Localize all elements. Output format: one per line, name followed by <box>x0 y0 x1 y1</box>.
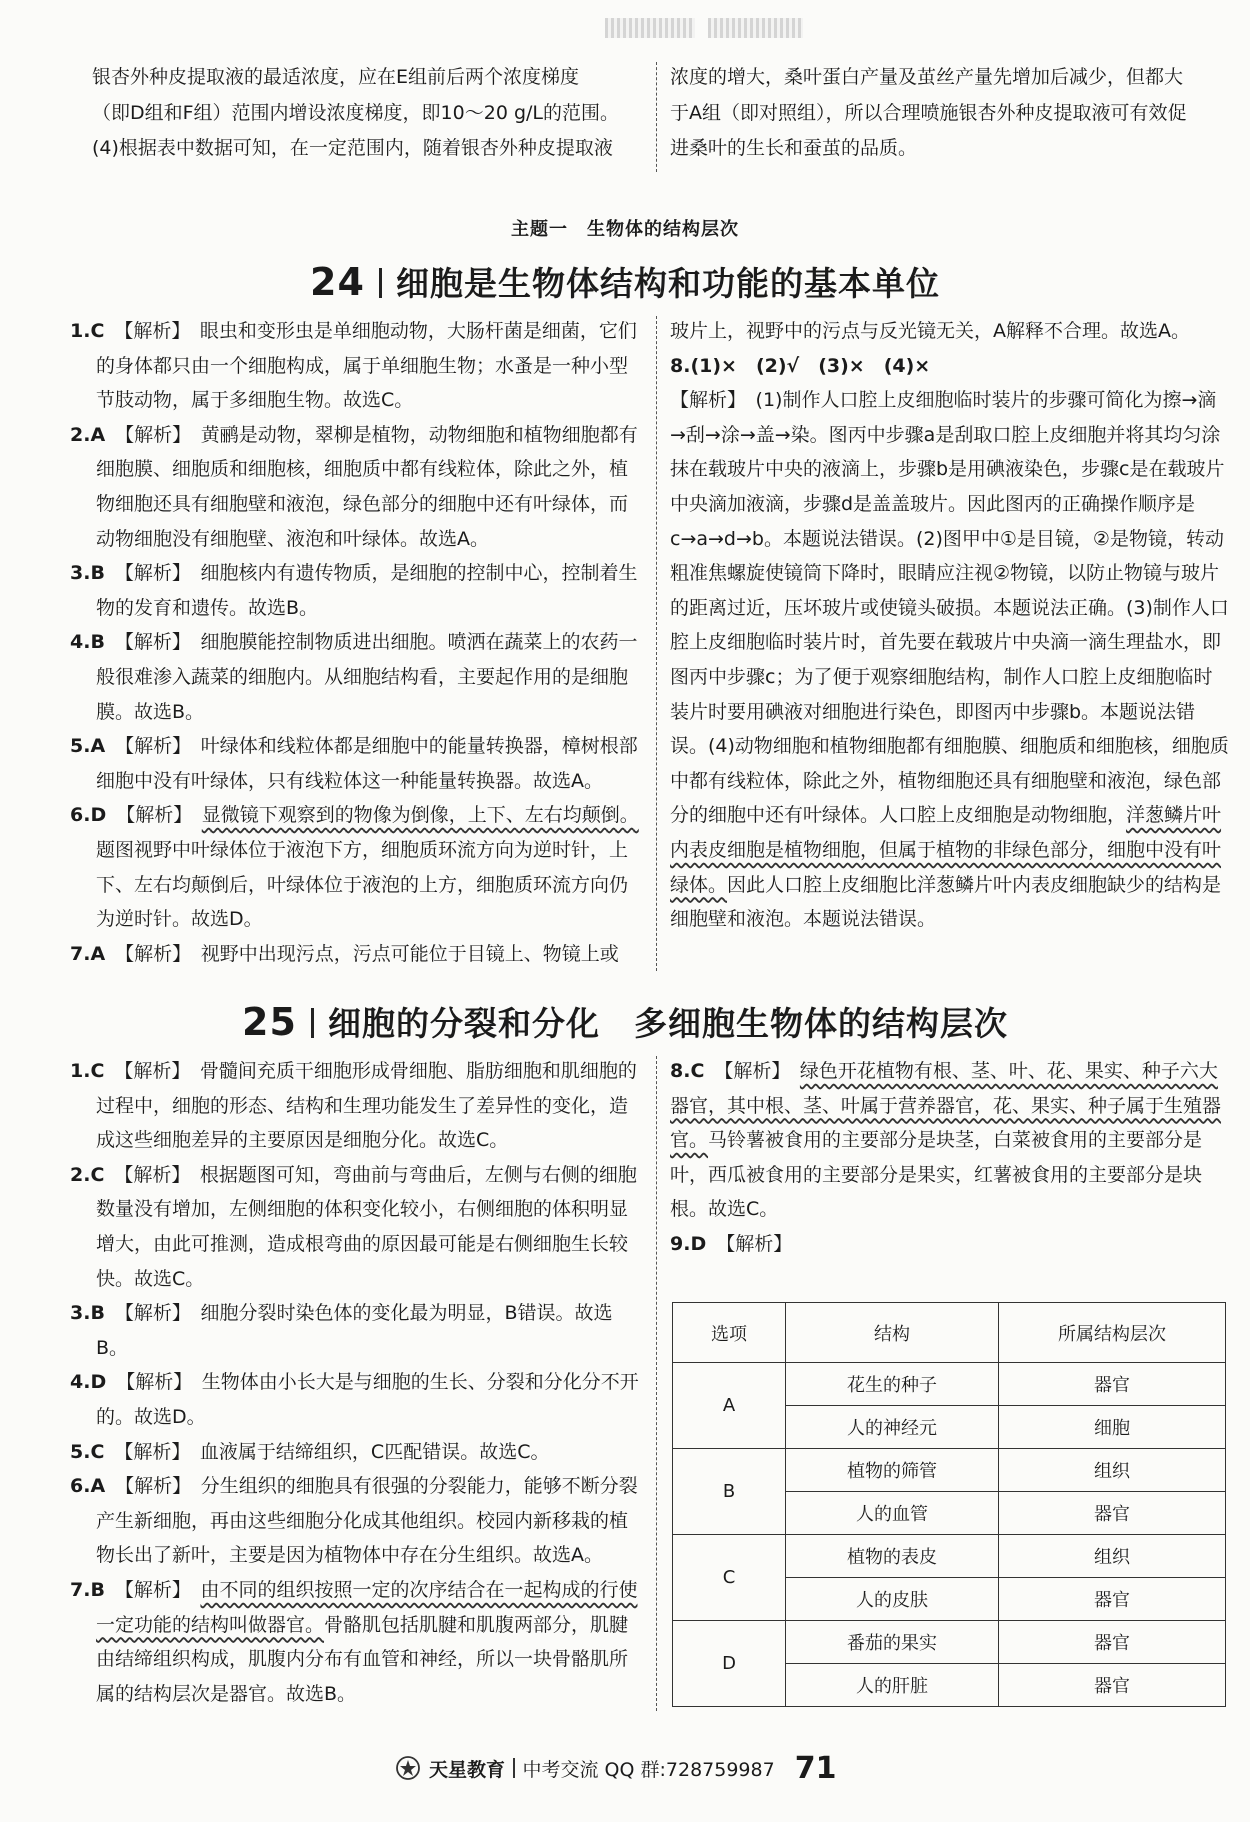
section-25-left <box>70 1054 640 1711</box>
footer-contact: 中考交流 QQ 群:728759987 <box>522 1758 775 1781</box>
answer-item: 9.D 【解析】 <box>670 1232 793 1255</box>
level-cell: 器官 <box>999 1664 1226 1707</box>
level-cell: 组织 <box>999 1535 1226 1578</box>
section-24-left <box>70 314 640 971</box>
level-cell: 器官 <box>999 1363 1226 1406</box>
level-cell: 组织 <box>999 1449 1226 1492</box>
page-footer <box>395 1746 875 1790</box>
answer-item: 6.A 【解析】 分生组织的细胞具有很强的分裂能力，能够不断分裂产生新细胞，再由这些细胞分化成其他组织。校园内新移栽的植物长出了新叶，主要是因为植物体中存在分生组织。故选A。 <box>70 1475 638 1567</box>
text-line: （即D组和F组）范围内增设浓度梯度，即10～20 g/L的范围。 <box>92 101 620 124</box>
title-bar <box>379 268 382 298</box>
section-heading: 细胞的分裂和分化 多细胞生物体的结构层次 <box>327 1004 1008 1043</box>
option-cell: B <box>673 1449 786 1535</box>
section-heading: 细胞是生物体结构和功能的基本单位 <box>395 264 940 303</box>
answer-item: 8.(1)× (2)√ (3)× (4)× <box>670 354 931 377</box>
top-left-column <box>92 60 637 167</box>
table-header: 选项 <box>673 1303 786 1363</box>
answer-item: 2.A 【解析】 黄鹂是动物，翠柳是植物，动物细胞和植物细胞都有细胞膜、细胞质和细胞核，细胞质中都有线粒体，除此之外，植物细胞还具有细胞壁和液泡，绿色部分的细胞中还有叶绿体，而动物细胞没有细胞壁、液泡和叶绿体。故选A。 <box>70 423 638 550</box>
column-divider <box>656 62 657 172</box>
answer-item: 7.A 【解析】 视野中出现污点，污点可能位于目镜上、物镜上或 <box>70 942 619 965</box>
answer-item: 3.B 【解析】 细胞核内有遗传物质，是细胞的控制中心，控制着生物的发育和遗传。故选B。 <box>70 562 638 619</box>
text-line: (4)根据表中数据可知，在一定范围内，随着银杏外种皮提取液 <box>92 137 613 159</box>
title-bar <box>311 1008 314 1038</box>
column-divider <box>656 1056 657 1711</box>
answer-item: 1.C 【解析】 眼虫和变形虫是单细胞动物，大肠杆菌是细菌，它们的身体都只由一个细胞构成，属于单细胞生物；水蚤是一种小型节肢动物，属于多细胞生物。故选C。 <box>70 320 637 412</box>
top-right-column <box>670 60 1230 167</box>
scan-mark <box>708 18 803 38</box>
structure-cell: 人的神经元 <box>786 1406 999 1449</box>
brand-name: 天星教育 <box>429 1758 506 1781</box>
structure-cell: 植物的表皮 <box>786 1535 999 1578</box>
section-number: 25 <box>242 1000 297 1044</box>
level-cell: 细胞 <box>999 1406 1226 1449</box>
text-line: 于A组（即对照组），所以合理喷施银杏外种皮提取液可有效促 <box>670 101 1187 124</box>
text-line: 银杏外种皮提取液的最适浓度，应在E组前后两个浓度梯度 <box>92 66 580 88</box>
table-header: 所属结构层次 <box>999 1303 1226 1363</box>
structure-cell: 人的皮肤 <box>786 1578 999 1621</box>
table-row <box>673 1535 1226 1578</box>
answer-explanation: 【解析】 (1)制作人口腔上皮细胞临时装片的步骤可简化为擦→滴→刮→涂→盖→染。图丙中步骤a是刮取口腔上皮细胞并将其均匀涂抹在载玻片中央的液滴上，步骤b是用碘液染色，步骤c是在载玻片中央滴加液滴，步骤d是盖盖玻片。因此图丙的正确操作顺序是c→a→d→b。本题说法错误。(2)图甲中①是目镜，②是物镜，转动粗准焦螺旋使镜筒下降时，眼睛应注视②物镜，以防止物镜与玻片的距离过近，压坏玻片或使镜头破损。本题说法正确。(3)制作人口腔上皮细胞临时装片时，首先要在载玻片中央滴一滴生理盐水，即图丙中步骤c；为了便于观察细胞结构，制作人口腔上皮细胞临时装片时要用碘液对细胞进行染色，即图丙中步骤b。本题说法错误。(4)动物细胞和植物细胞都有细胞膜、细胞质和细胞核，细胞质中都有线粒体，除此之外，植物细胞还具有细胞壁和液泡，绿色部分的细胞中还有叶绿体。人口腔上皮细胞是动物细胞，洋葱鳞片叶内表皮细胞是植物细胞，但属于植物的非绿色部分，细胞中没有叶绿体。因此人口腔上皮细胞比洋葱鳞片叶内表皮细胞缺少的结构是细胞壁和液泡。本题说法错误。 <box>670 389 1229 931</box>
table-row <box>673 1621 1226 1664</box>
page-number: 71 <box>794 1750 837 1786</box>
option-cell: D <box>673 1621 786 1707</box>
option-cell: A <box>673 1363 786 1449</box>
structure-cell: 人的血管 <box>786 1492 999 1535</box>
answer-item: 1.C 【解析】 骨髓间充质干细胞形成骨细胞、脂肪细胞和肌细胞的过程中，细胞的形态、结构和生理功能发生了差异性的变化，造成这些细胞差异的主要原因是细胞分化。故选C。 <box>70 1060 637 1152</box>
structure-cell: 花生的种子 <box>786 1363 999 1406</box>
section-number: 24 <box>310 260 365 304</box>
section-25-title <box>0 998 1250 1045</box>
brand-logo-icon <box>395 1755 421 1781</box>
option-cell: C <box>673 1535 786 1621</box>
table-header: 结构 <box>786 1303 999 1363</box>
answer-item: 5.A 【解析】 叶绿体和线粒体都是细胞中的能量转换器，樟树根部细胞中没有叶绿体，只有线粒体这一种能量转换器。故选A。 <box>70 735 638 792</box>
section-24-right <box>670 314 1230 937</box>
answer-item: 6.D 【解析】 显微镜下观察到的物像为倒像，上下、左右均颠倒。题图视野中叶绿体位于液泡下方，细胞质环流方向为逆时针，上下、左右均颠倒后，叶绿体位于液泡的上方，细胞质环流方向仍为逆时针。故选D。 <box>70 804 639 931</box>
level-cell: 器官 <box>999 1492 1226 1535</box>
footer-divider <box>513 1758 515 1778</box>
section-24-title <box>0 258 1250 305</box>
scan-mark <box>605 18 695 38</box>
answer-item: 4.D 【解析】 生物体由小长大是与细胞的生长、分裂和分化分不开的。故选D。 <box>70 1371 639 1428</box>
level-cell: 器官 <box>999 1621 1226 1664</box>
answer-item: 7.B 【解析】 由不同的组织按照一定的次序结合在一起构成的行使一定功能的结构叫做器官。骨骼肌包括肌腱和肌腹两部分，肌腱由结缔组织构成，肌腹内分布有血管和神经，所以一块骨骼肌所属的结构层次是器官。故选B。 <box>70 1578 638 1705</box>
level-cell: 器官 <box>999 1578 1226 1621</box>
answer-item: 2.C 【解析】 根据题图可知，弯曲前与弯曲后，左侧与右侧的细胞数量没有增加，左侧细胞的体积变化较小，右侧细胞的体积明显增大，由此可推测，造成根弯曲的原因最可能是右侧细胞生长较快。故选C。 <box>70 1163 637 1290</box>
structure-level-table <box>672 1302 1226 1707</box>
structure-cell: 植物的筛管 <box>786 1449 999 1492</box>
column-divider <box>656 316 657 971</box>
answer-item: 8.C 【解析】 绿色开花植物有根、茎、叶、花、果实、种子六大器官，其中根、茎、叶属于营养器官，花、果实、种子属于生殖器官。马铃薯被食用的主要部分是块茎，白菜被食用的主要部分是叶，西瓜被食用的主要部分是果实，红薯被食用的主要部分是块根。故选C。 <box>670 1060 1222 1221</box>
continued-text: 玻片上，视野中的污点与反光镜无关，A解释不合理。故选A。 <box>670 320 1190 342</box>
table-row <box>673 1363 1226 1406</box>
text-line: 浓度的增大，桑叶蛋白产量及茧丝产量先增加后减少，但都大 <box>670 66 1184 88</box>
text-line: 进桑叶的生长和蚕茧的品质。 <box>670 137 918 159</box>
answer-item: 3.B 【解析】 细胞分裂时染色体的变化最为明显，B错误。故选B。 <box>70 1302 613 1359</box>
section-25-right <box>670 1054 1230 1262</box>
structure-cell: 番茄的果实 <box>786 1621 999 1664</box>
answer-item: 4.B 【解析】 细胞膜能控制物质进出细胞。喷洒在蔬菜上的农药一般很难渗入蔬菜的细胞内。从细胞结构看，主要起作用的是细胞膜。故选B。 <box>70 631 638 723</box>
theme-title: 主题一 生物体的结构层次 <box>511 219 739 240</box>
answer-item: 5.C 【解析】 血液属于结缔组织，C匹配错误。故选C。 <box>70 1440 550 1463</box>
table-row <box>673 1449 1226 1492</box>
structure-cell: 人的肝脏 <box>786 1664 999 1707</box>
